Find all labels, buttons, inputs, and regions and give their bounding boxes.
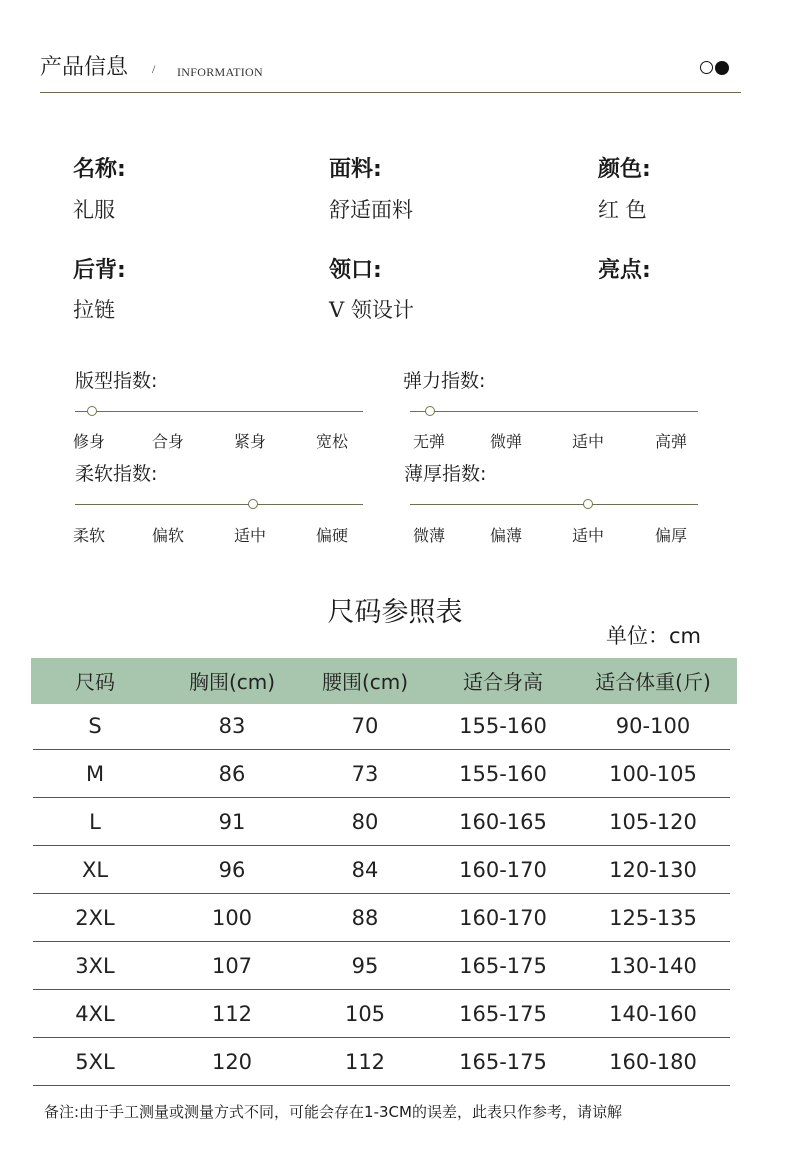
table-cell: L [89, 810, 101, 834]
column-header: 适合身高 [463, 670, 543, 694]
table-cell: 125-135 [609, 906, 697, 930]
info-label-fabric: 面料: [329, 157, 382, 182]
table-cell: 88 [351, 906, 379, 930]
table-cell: 165-175 [459, 1050, 547, 1074]
table-cell: S [88, 714, 102, 738]
table-cell: 107 [211, 954, 253, 978]
index-option: 偏薄 [490, 526, 523, 545]
index-option: 适中 [572, 432, 605, 451]
info-label-name: 名称: [73, 157, 126, 182]
index-option: 高弹 [655, 432, 688, 451]
table-cell: 165-175 [459, 1002, 547, 1026]
table-cell: 84 [351, 858, 379, 882]
table-cell: 4XL [75, 1002, 115, 1026]
table-cell: 90-100 [615, 714, 691, 738]
table-cell: 160-180 [609, 1050, 697, 1074]
info-value-color: 红 色 [598, 198, 647, 222]
table-row-divider [33, 989, 730, 990]
column-header: 腰围(cm) [321, 670, 409, 694]
index-option: 适中 [572, 526, 605, 545]
table-cell: 86 [218, 762, 246, 786]
table-cell: 5XL [75, 1050, 115, 1074]
index-title: 版型指数: [75, 370, 158, 392]
info-value-fabric: 舒适面料 [329, 198, 413, 222]
table-cell: 95 [351, 954, 379, 978]
table-cell: 155-160 [459, 762, 547, 786]
index-option: 微薄 [413, 526, 446, 545]
table-row-divider [33, 845, 730, 846]
table-cell: 112 [344, 1050, 386, 1074]
index-option: 无弹 [413, 432, 446, 451]
table-row-divider [33, 749, 730, 750]
table-cell: M [85, 762, 105, 786]
table-cell: 105 [344, 1002, 386, 1026]
column-header: 适合体重(斤) [595, 670, 711, 694]
index-option: 宽松 [316, 432, 349, 451]
table-cell: 83 [218, 714, 246, 738]
column-header: 尺码 [75, 670, 115, 694]
section-subtitle: INFORMATION [177, 65, 263, 79]
index-title: 弹力指数: [403, 370, 486, 392]
table-row-divider [33, 941, 730, 942]
section-title: 产品信息 [40, 55, 129, 80]
index-option: 偏软 [152, 526, 185, 545]
table-cell: 155-160 [459, 714, 547, 738]
table-cell: XL [81, 858, 109, 882]
table-cell: 96 [218, 858, 246, 882]
table-cell: 70 [351, 714, 379, 738]
table-cell: 80 [351, 810, 379, 834]
table-cell: 73 [351, 762, 379, 786]
index-option: 微弹 [490, 432, 523, 451]
table-cell: 3XL [75, 954, 115, 978]
info-value-name: 礼服 [73, 198, 115, 222]
table-cell: 160-170 [459, 858, 547, 882]
table-row-divider [33, 1085, 730, 1086]
index-title: 薄厚指数: [404, 463, 487, 485]
table-cell: 140-160 [609, 1002, 697, 1026]
index-option: 修身 [73, 432, 106, 451]
size-chart-title: 尺码参照表 [327, 597, 463, 628]
table-cell: 100-105 [609, 762, 697, 786]
table-cell: 120 [211, 1050, 253, 1074]
index-option: 紧身 [234, 432, 267, 451]
index-option: 适中 [234, 526, 267, 545]
table-cell: 112 [211, 1002, 253, 1026]
info-label-neckline: 领口: [329, 258, 382, 283]
info-value-back: 拉链 [73, 298, 115, 322]
table-row-divider [33, 797, 730, 798]
info-value-neckline: V 领设计 [329, 298, 414, 322]
disclaimer-note: 备注:由于手工测量或测量方式不同，可能会存在1-3CM的误差，此表只作参考，请谅解 [44, 1103, 622, 1121]
table-cell: 160-165 [459, 810, 547, 834]
table-cell: 100 [211, 906, 253, 930]
table-cell: 91 [218, 810, 246, 834]
info-label-highlight: 亮点: [598, 258, 651, 283]
index-option: 合身 [152, 432, 185, 451]
column-header: 胸围(cm) [188, 670, 276, 694]
info-label-color: 颜色: [598, 157, 651, 182]
table-row-divider [33, 1037, 730, 1038]
table-cell: 120-130 [609, 858, 697, 882]
table-cell: 160-170 [459, 906, 547, 930]
table-cell: 165-175 [459, 954, 547, 978]
info-label-back: 后背: [73, 258, 126, 283]
table-cell: 105-120 [609, 810, 697, 834]
size-chart-unit: 单位：cm [606, 624, 702, 648]
title-divider: / [152, 62, 156, 76]
index-option: 柔软 [73, 526, 106, 545]
table-cell: 130-140 [609, 954, 697, 978]
index-option: 偏厚 [655, 526, 688, 545]
index-option: 偏硬 [316, 526, 349, 545]
table-cell: 2XL [75, 906, 115, 930]
index-title: 柔软指数: [75, 463, 158, 485]
table-row-divider [33, 893, 730, 894]
